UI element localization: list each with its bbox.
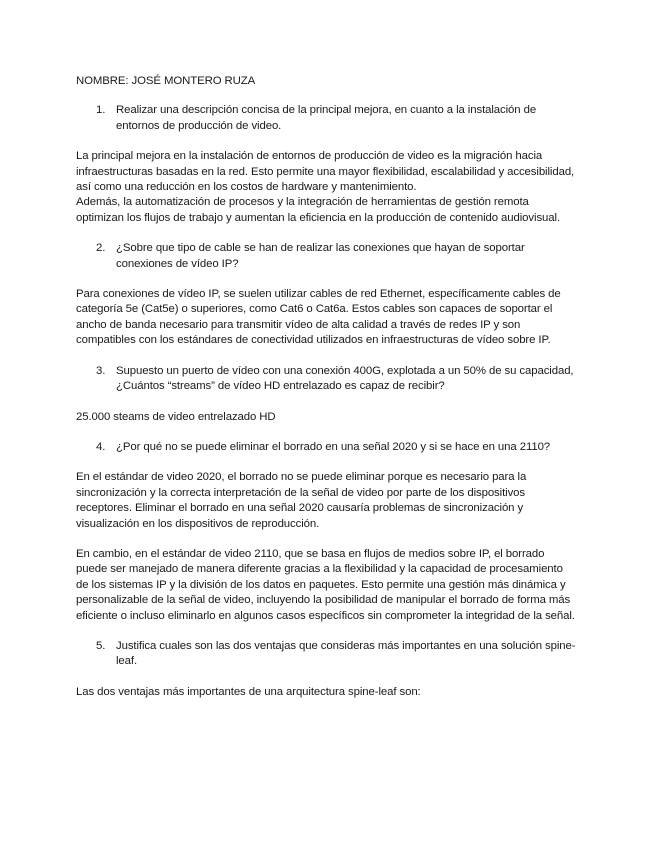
answer-1 xyxy=(76,149,576,226)
student-name: NOMBRE: JOSÉ MONTERO RUZA xyxy=(76,75,256,87)
question-2 xyxy=(76,241,576,272)
question-number: 2. xyxy=(96,242,106,255)
answer-line: 25.000 steams de video entrelazado HD xyxy=(76,410,276,423)
answer-line: Para conexiones de vídeo IP, se suelen utilizar cables de red Ethernet, específicamente cables de categoría 5e (Cat5e) o superiores, como Cat6 o Cat6a. Estos cables son capaces de soportar el ancho de banda necesario para transmitir vídeo de alta calidad a través de redes IP y son compatibles con los estándares de conectividad utilizados en infraestructuras de vídeo sobre IP. xyxy=(76,288,561,347)
question-number: 5. xyxy=(96,639,106,652)
document-page xyxy=(76,74,576,715)
answer-3 xyxy=(76,410,576,425)
answer-4b xyxy=(76,547,576,624)
answer-line: En cambio, en el estándar de video 2110, que se basa en flujos de medios sobre IP, el borrado puede ser manejado de manera diferente gracias a la flexibilidad y la capacidad de procesamiento de los sistemas IP y la división de los datos en paquetes. Esto permite una gestión más dinámica y personalizable de la señal de video, incluyendo la posibilidad de manipular el borrado de forma más eficiente o incluso eliminarlo en algunos casos específicos sin comprometer la integridad de la señal. xyxy=(76,547,575,622)
answer-line: Además, la automatización de procesos y la integración de herramientas de gestión remota optimizan los flujos de trabajo y aumentan la eficiencia en la producción de contenido audiovisual. xyxy=(76,196,561,224)
answer-2 xyxy=(76,287,576,349)
question-4 xyxy=(76,440,576,455)
question-number: 1. xyxy=(96,104,106,117)
answer-line: La principal mejora en la instalación de entornos de producción de video es la migración hacia infraestructuras basadas en la red. Esto permite una mayor flexibilidad, escalabilidad y accesibilidad, así como una reducción en los costos de hardware y mantenimiento. xyxy=(76,150,575,194)
question-number: 3. xyxy=(96,364,106,377)
question-3 xyxy=(76,364,576,395)
question-text: ¿Sobre que tipo de cable se han de realizar las conexiones que hayan de soportar conexiones de vídeo IP? xyxy=(116,242,525,270)
answer-line: En el estándar de video 2020, el borrado no se puede eliminar porque es necesario para la sincronización y la correcta interpretación de la señal de video por parte de los dispositivos receptores. Eliminar el borrado en una señal 2020 causaría problemas de sincronización y visualización en los dispositivos de reproducción. xyxy=(76,471,527,530)
question-text: Justifica cuales son las dos ventajas que consideras más importantes en una solución spine-leaf. xyxy=(116,639,576,668)
question-text: Supuesto un puerto de vídeo con una conexión 400G, explotada a un 50% de su capacidad, ¿Cuántos “streams” de vídeo HD entrelazado es capaz de recibir? xyxy=(116,364,574,393)
question-5 xyxy=(76,639,576,670)
answer-line: Las dos ventajas más importantes de una arquitectura spine-leaf son: xyxy=(76,685,421,698)
question-text: ¿Por qué no se puede eliminar el borrado en una señal 2020 y si se hace en una 2110? xyxy=(116,440,551,453)
question-number: 4. xyxy=(96,440,106,453)
question-1 xyxy=(76,103,576,134)
answer-5 xyxy=(76,685,576,700)
answer-4a xyxy=(76,470,576,532)
question-text: Realizar una descripción concisa de la principal mejora, en cuanto a la instalación de entornos de producción de video. xyxy=(116,104,537,132)
